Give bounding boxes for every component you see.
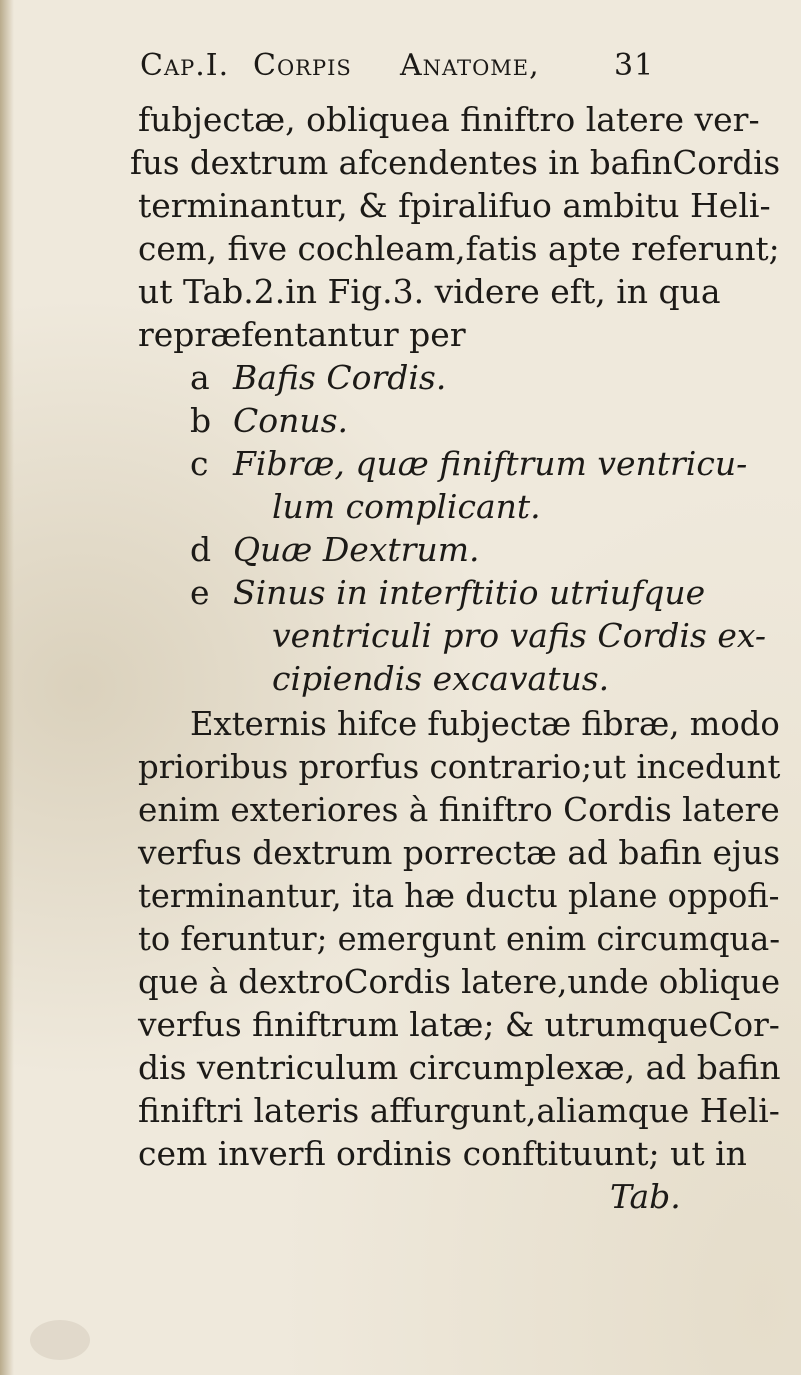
legend-continuation: ventriculi pro vafis Cordis ex-	[272, 616, 767, 655]
text-line: ut Tab.2.in Fig.3. videre eft, in qua	[138, 272, 721, 311]
legend-item-a	[190, 358, 710, 398]
text-line: terminantur, & fpiralifuo ambitu Heli-	[138, 186, 771, 225]
legend-item-b	[190, 401, 710, 441]
paper-stain	[30, 1320, 90, 1360]
legend-text: Bafis Cordis.	[233, 358, 447, 397]
text-line: cem, five cochleam,fatis apte referunt;	[138, 229, 780, 268]
legend-letter: c	[190, 444, 209, 483]
text-line: fubjectæ, obliquea finiftro latere ver-	[138, 100, 760, 139]
page-number: 31	[614, 48, 655, 83]
header-anatome: Anatome,	[400, 48, 540, 83]
running-header	[140, 48, 660, 88]
text-line: dis ventriculum circumplexæ, ad bafin	[138, 1048, 781, 1087]
catchword: Tab.	[610, 1177, 681, 1216]
legend-letter: e	[190, 573, 210, 612]
text-line: verfus finiftrum latæ; & utrumqueCor-	[138, 1005, 780, 1044]
text-line: repræfentantur per	[138, 315, 466, 354]
legend-item-c	[190, 444, 750, 484]
legend-letter: b	[190, 401, 212, 440]
page-edge-shadow	[0, 0, 14, 1375]
text-line: fus dextrum afcendentes in bafinCordis	[130, 143, 781, 182]
legend-text: Sinus in interftitio utriufque	[233, 573, 706, 612]
text-line: Externis hifce fubjectæ fibræ, modo	[190, 704, 780, 743]
legend-item-e	[190, 573, 750, 613]
legend-continuation: cipiendis excavatus.	[272, 659, 610, 698]
legend-letter: d	[190, 530, 212, 569]
header-corporis: Corpis	[253, 48, 352, 83]
legend-text: Conus.	[233, 401, 349, 440]
text-line: to feruntur; emergunt enim circumqua-	[138, 919, 781, 958]
text-line: cem inverfi ordinis conftituunt; ut in	[138, 1134, 747, 1173]
header-chapter: Cap.I.	[140, 48, 230, 83]
text-line: prioribus prorfus contrario;ut incedunt	[138, 747, 781, 786]
text-line: enim exteriores à finiftro Cordis latere	[138, 790, 780, 829]
legend-continuation: lum complicant.	[272, 487, 541, 526]
legend-text: Fibræ, quæ finiftrum ventricu-	[233, 444, 748, 483]
text-line: que à dextroCordis latere,unde oblique	[138, 962, 781, 1001]
legend-letter: a	[190, 358, 210, 397]
text-line: verfus dextrum porrectæ ad bafin ejus	[138, 833, 781, 872]
text-line: finiftri lateris affurgunt,aliamque Heli-	[138, 1091, 780, 1130]
text-line: terminantur, ita hæ ductu plane oppofi-	[138, 876, 780, 915]
legend-item-d	[190, 530, 710, 570]
legend-text: Quæ Dextrum.	[233, 530, 480, 569]
